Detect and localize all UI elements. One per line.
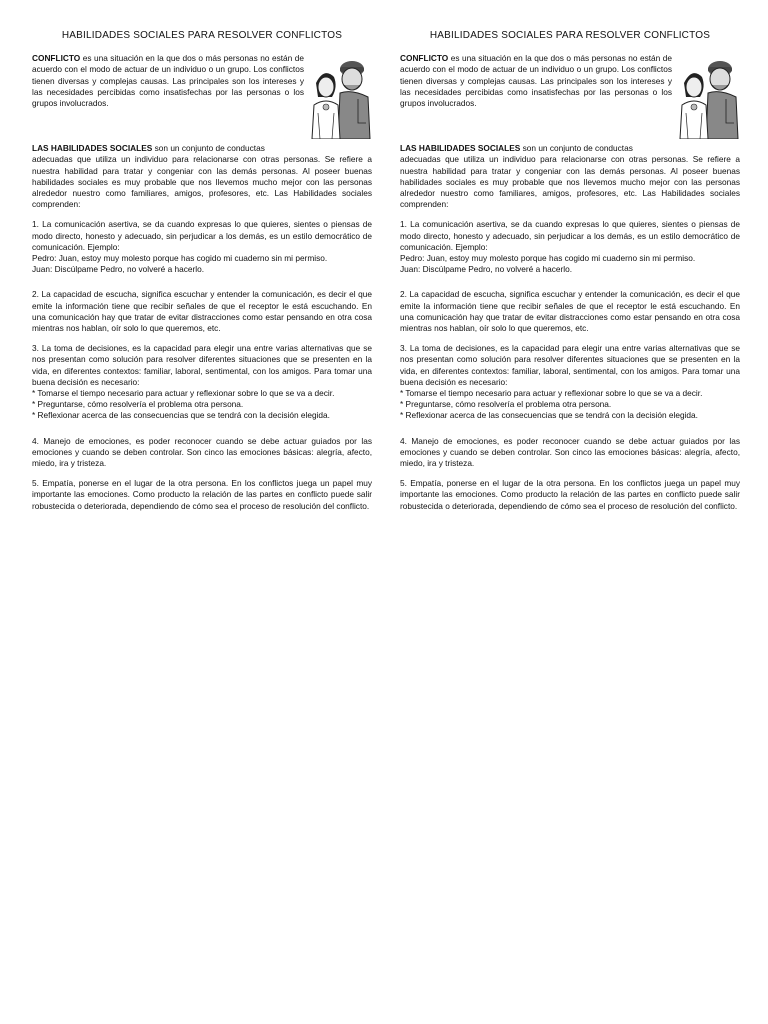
conflict-intro <box>32 53 372 139</box>
page-title: HABILIDADES SOCIALES PARA RESOLVER CONFLICTOS <box>429 30 711 41</box>
skills-term: LAS HABILIDADES SOCIALES <box>400 143 521 154</box>
item-3-bullet-2: * Preguntarse, cómo resolvería el problema otra persona. <box>32 399 244 410</box>
skills-text-1: son un conjunto de conductas <box>152 143 265 154</box>
item-5-paragraph: 5. Empatía, ponerse en el lugar de la otra persona. En los conflictos juega un papel muy importante las emociones. Como producto la relación de las partes en conflicto puede salir robustecida o deteriorada, dependiendo de cómo sea el proceso de resolución del conflicto. <box>400 478 740 511</box>
item-2-paragraph: 2. La capacidad de escucha, significa escuchar y entender la comunicación, es decir el que emite la información tiene que recibir señales de que el receptor le está escuchando. En una comunicación hay que tratar de evitar distracciones como estar pensando en otra cosa mientras nos hablan, oír solo lo que queremos, etc. <box>32 289 372 334</box>
skills-term: LAS HABILIDADES SOCIALES <box>32 143 153 154</box>
item-3-paragraph <box>400 343 740 421</box>
skills-intro-paragraph <box>32 143 372 210</box>
page-title: HABILIDADES SOCIALES PARA RESOLVER CONFLICTOS <box>61 30 343 41</box>
skills-text-1: son un conjunto de conductas <box>520 143 633 154</box>
arguing-people-illustration <box>678 53 740 139</box>
conflict-term: CONFLICTO <box>400 53 449 64</box>
item-3-text: 3. La toma de decisiones, es la capacidad para elegir una entre varias alternativas que se nos presentan como solución para resolver diferentes situaciones que se presenten en la vida, en diferentes contextos: familiar, laboral, sentimental, con los amigos. Para tomar una buena decisión es necesario: <box>400 343 740 387</box>
item-3-paragraph <box>32 343 372 421</box>
item-1-text: 1. La comunicación asertiva, se da cuando expresas lo que quieres, sientes o piensas de modo directo, honesto y adecuado, sin perjudicar a los demás, es un estilo democrático de comunicación. Ejemplo: <box>400 219 740 252</box>
item-4-paragraph: 4. Manejo de emociones, es poder reconocer cuando se debe actuar guiados por las emociones y cuando se deben controlar. Son cinco las emociones básicas: alegría, afecto, miedo, ira y tristeza. <box>400 435 740 469</box>
arguing-people-illustration <box>310 53 372 139</box>
item-1-dialogue-1: Pedro: Juan, estoy muy molesto porque has cogido mi cuaderno sin mi permiso. <box>400 253 696 264</box>
item-3-bullet-3: * Reflexionar acerca de las consecuencias que se tendrá con la decisión elegida. <box>32 410 330 421</box>
item-3-bullet-1: * Tomarse el tiempo necesario para actuar y reflexionar sobre lo que se va a decir. <box>32 388 335 399</box>
conflict-text: es una situación en la que dos o más personas no están de acuerdo con el modo de actuar de un individuo o un grupo. Los conflictos tienen diversas y complejas causas. Las principales son los intereses y las necesidades percibidas como insatisfechas por las personas o los grupos involucrados. <box>32 53 304 109</box>
skills-text-2: adecuadas que utiliza un individuo para relacionarse con otras personas. Se refiere a nuestra habilidad para tratar y congeniar con las demás personas. Al poseer buenas habilidades sociales es muy probable que nos llevemos mucho mejor con las personas alrededor nuestro como familiares, amigos, profesores, etc. Las Habilidades sociales comprenden: <box>400 154 740 210</box>
right-column <box>400 30 740 512</box>
skills-intro-paragraph <box>400 143 740 210</box>
item-3-bullet-2: * Preguntarse, cómo resolvería el problema otra persona. <box>400 399 612 410</box>
item-1-text: 1. La comunicación asertiva, se da cuando expresas lo que quieres, sientes o piensas de modo directo, honesto y adecuado, sin perjudicar a los demás, es un estilo democrático de comunicación. Ejemplo: <box>32 219 372 252</box>
conflict-intro <box>400 53 740 139</box>
item-1-dialogue-2: Juan: Discúlpame Pedro, no volveré a hacerlo. <box>400 264 573 275</box>
item-1-paragraph <box>400 219 740 275</box>
item-3-bullet-3: * Reflexionar acerca de las consecuencias que se tendrá con la decisión elegida. <box>400 410 698 421</box>
left-column <box>32 30 372 512</box>
item-1-dialogue-1: Pedro: Juan, estoy muy molesto porque has cogido mi cuaderno sin mi permiso. <box>32 253 328 264</box>
skills-text-2: adecuadas que utiliza un individuo para relacionarse con otras personas. Se refiere a nuestra habilidad para tratar y congeniar con las demás personas. Al poseer buenas habilidades sociales es muy probable que nos llevemos mucho mejor con las personas alrededor nuestro como familiares, amigos, profesores, etc. Las Habilidades sociales comprenden: <box>32 154 372 210</box>
conflict-term: CONFLICTO <box>32 53 81 64</box>
item-2-paragraph: 2. La capacidad de escucha, significa escuchar y entender la comunicación, es decir el que emite la información tiene que recibir señales de que el receptor le está escuchando. En una comunicación hay que tratar de evitar distracciones como estar pensando en otra cosa mientras nos hablan, oír solo lo que queremos, etc. <box>400 289 740 334</box>
item-1-dialogue-2: Juan: Discúlpame Pedro, no volveré a hacerlo. <box>32 264 205 275</box>
item-5-paragraph: 5. Empatía, ponerse en el lugar de la otra persona. En los conflictos juega un papel muy importante las emociones. Como producto la relación de las partes en conflicto puede salir robustecida o deteriorada, dependiendo de cómo sea el proceso de resolución del conflicto. <box>32 478 372 511</box>
conflict-text: es una situación en la que dos o más personas no están de acuerdo con el modo de actuar de un individuo o un grupo. Los conflictos tienen diversas y complejas causas. Las principales son los intereses y las necesidades percibidas como insatisfechas por las personas o los grupos involucrados. <box>400 53 672 109</box>
item-3-bullet-1: * Tomarse el tiempo necesario para actuar y reflexionar sobre lo que se va a decir. <box>400 388 703 399</box>
item-3-text: 3. La toma de decisiones, es la capacidad para elegir una entre varias alternativas que se nos presentan como solución para resolver diferentes situaciones que se presenten en la vida, en diferentes contextos: familiar, laboral, sentimental, con los amigos. Para tomar una buena decisión es necesario: <box>32 343 372 387</box>
item-4-paragraph: 4. Manejo de emociones, es poder reconocer cuando se debe actuar guiados por las emociones y cuando se deben controlar. Son cinco las emociones básicas: alegría, afecto, miedo, ira y tristeza. <box>32 435 372 469</box>
item-1-paragraph <box>32 219 372 275</box>
